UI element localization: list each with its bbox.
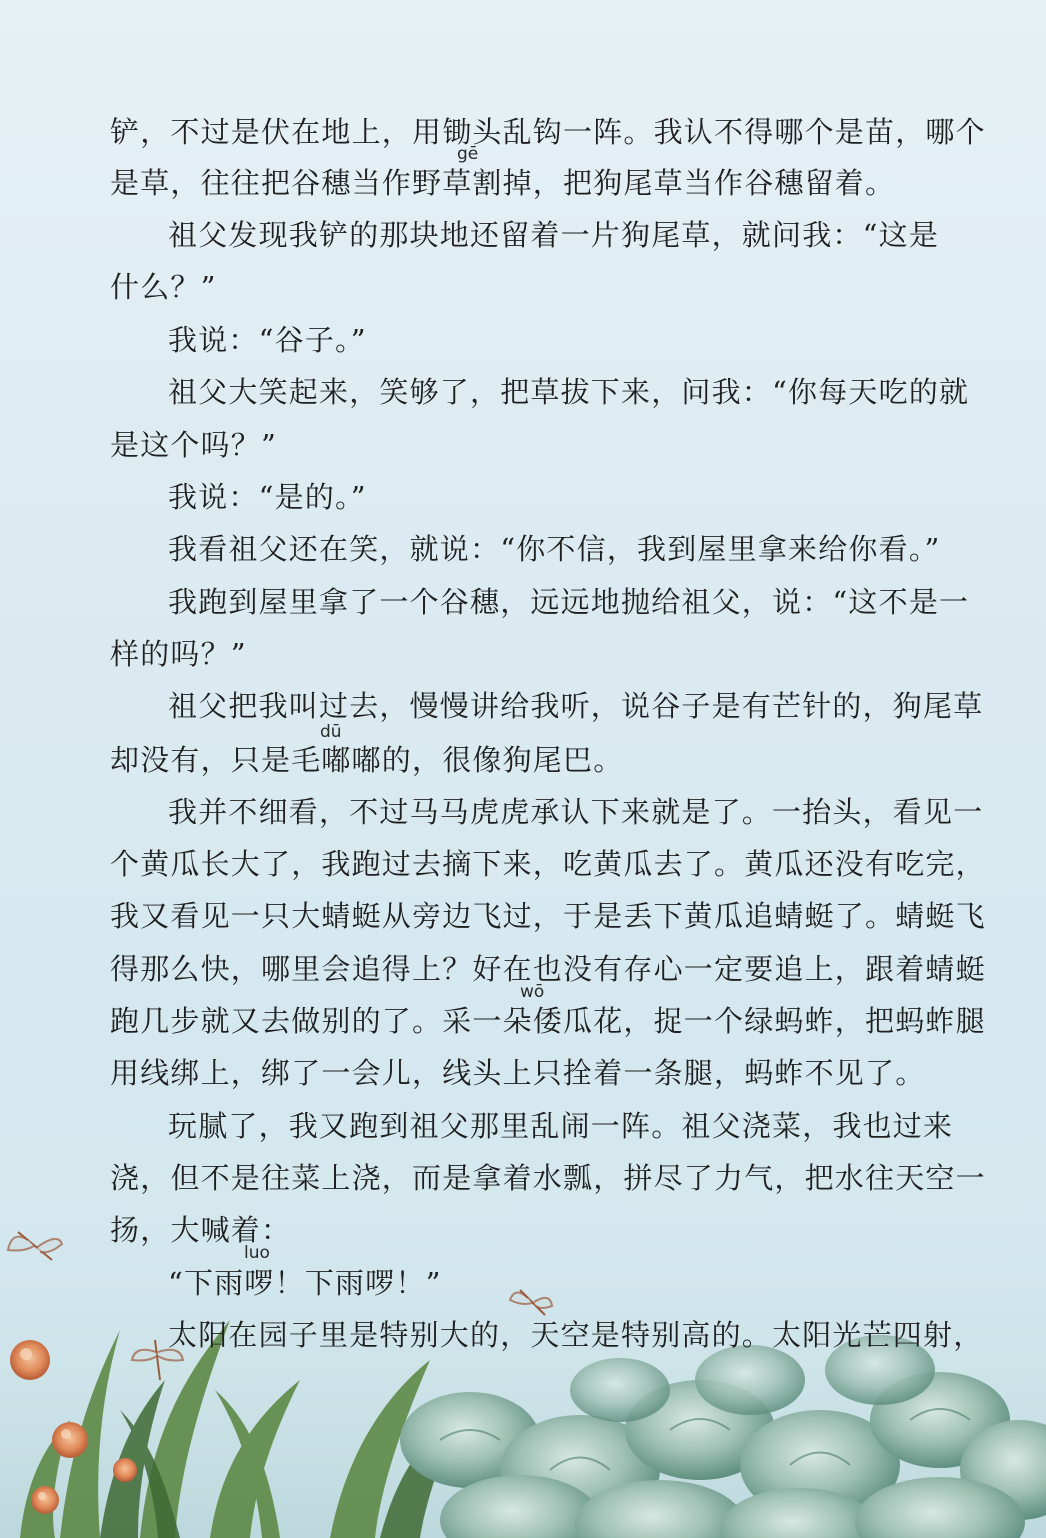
text-line: 却没有，只是毛嘟嘟的，很像狗尾巴。 — [110, 743, 624, 777]
text-line: 是草，往往把谷穗当作野草割掉，把狗尾草当作谷穗留着。 — [110, 166, 896, 200]
pinyin-du: dū — [320, 722, 342, 742]
text-line: 用线绑上，绑了一会儿，线头上只拴着一条腿，蚂蚱不见了。 — [110, 1056, 926, 1090]
text-line: 我跑到屋里拿了一个谷穗，远远地抛给祖父，说：“这不是一 — [168, 585, 970, 619]
text-line: 铲，不过是伏在地上，用锄头乱钩一阵。我认不得哪个是苗，哪个 — [110, 115, 986, 149]
text-line: 祖父把我叫过去，慢慢讲给我听，说谷子是有芒针的，狗尾草 — [168, 689, 984, 723]
text-line: 什么？” — [110, 270, 217, 304]
pinyin-luo: luo — [244, 1243, 270, 1263]
text-line: 跑几步就又去做别的了。采一朵倭瓜花，捉一个绿蚂蚱，把蚂蚱腿 — [110, 1004, 986, 1038]
text-line: 玩腻了，我又跑到祖父那里乱闹一阵。祖父浇菜，我也过来 — [168, 1109, 954, 1143]
text-line: 个黄瓜长大了，我跑过去摘下来，吃黄瓜去了。黄瓜还没有吃完， — [110, 847, 986, 881]
text-line: 我又看见一只大蜻蜓从旁边飞过，于是丢下黄瓜追蜻蜓了。蜻蜓飞 — [110, 899, 986, 933]
text-line: 样的吗？” — [110, 637, 247, 671]
text-line: 太阳在园子里是特别大的，天空是特别高的。太阳光芒四射， — [168, 1318, 984, 1352]
text-line: 祖父发现我铲的那块地还留着一片狗尾草，就问我：“这是 — [168, 218, 940, 252]
text-line: 我说：“是的。” — [168, 480, 367, 514]
text-line: 扬，大喊着： — [110, 1213, 292, 1247]
text-line: 我说：“谷子。” — [168, 323, 367, 357]
text-line: 是这个吗？” — [110, 428, 278, 462]
pinyin-ge: gē — [457, 144, 479, 164]
text-line: 我并不细看，不过马马虎虎承认下来就是了。一抬头，看见一 — [168, 795, 984, 829]
text-line: “下雨啰！下雨啰！” — [168, 1266, 442, 1300]
text-line: 浇，但不是往菜上浇，而是拿着水瓢，拼尽了力气，把水往天空一 — [110, 1161, 986, 1195]
text-line: 得那么快，哪里会追得上？好在也没有存心一定要追上，跟着蜻蜓 — [110, 952, 986, 986]
text-line: 我看祖父还在笑，就说：“你不信，我到屋里拿来给你看。” — [168, 532, 941, 566]
text-line: 祖父大笑起来，笑够了，把草拔下来，问我：“你每天吃的就 — [168, 375, 970, 409]
pinyin-wo: wō — [520, 982, 545, 1002]
